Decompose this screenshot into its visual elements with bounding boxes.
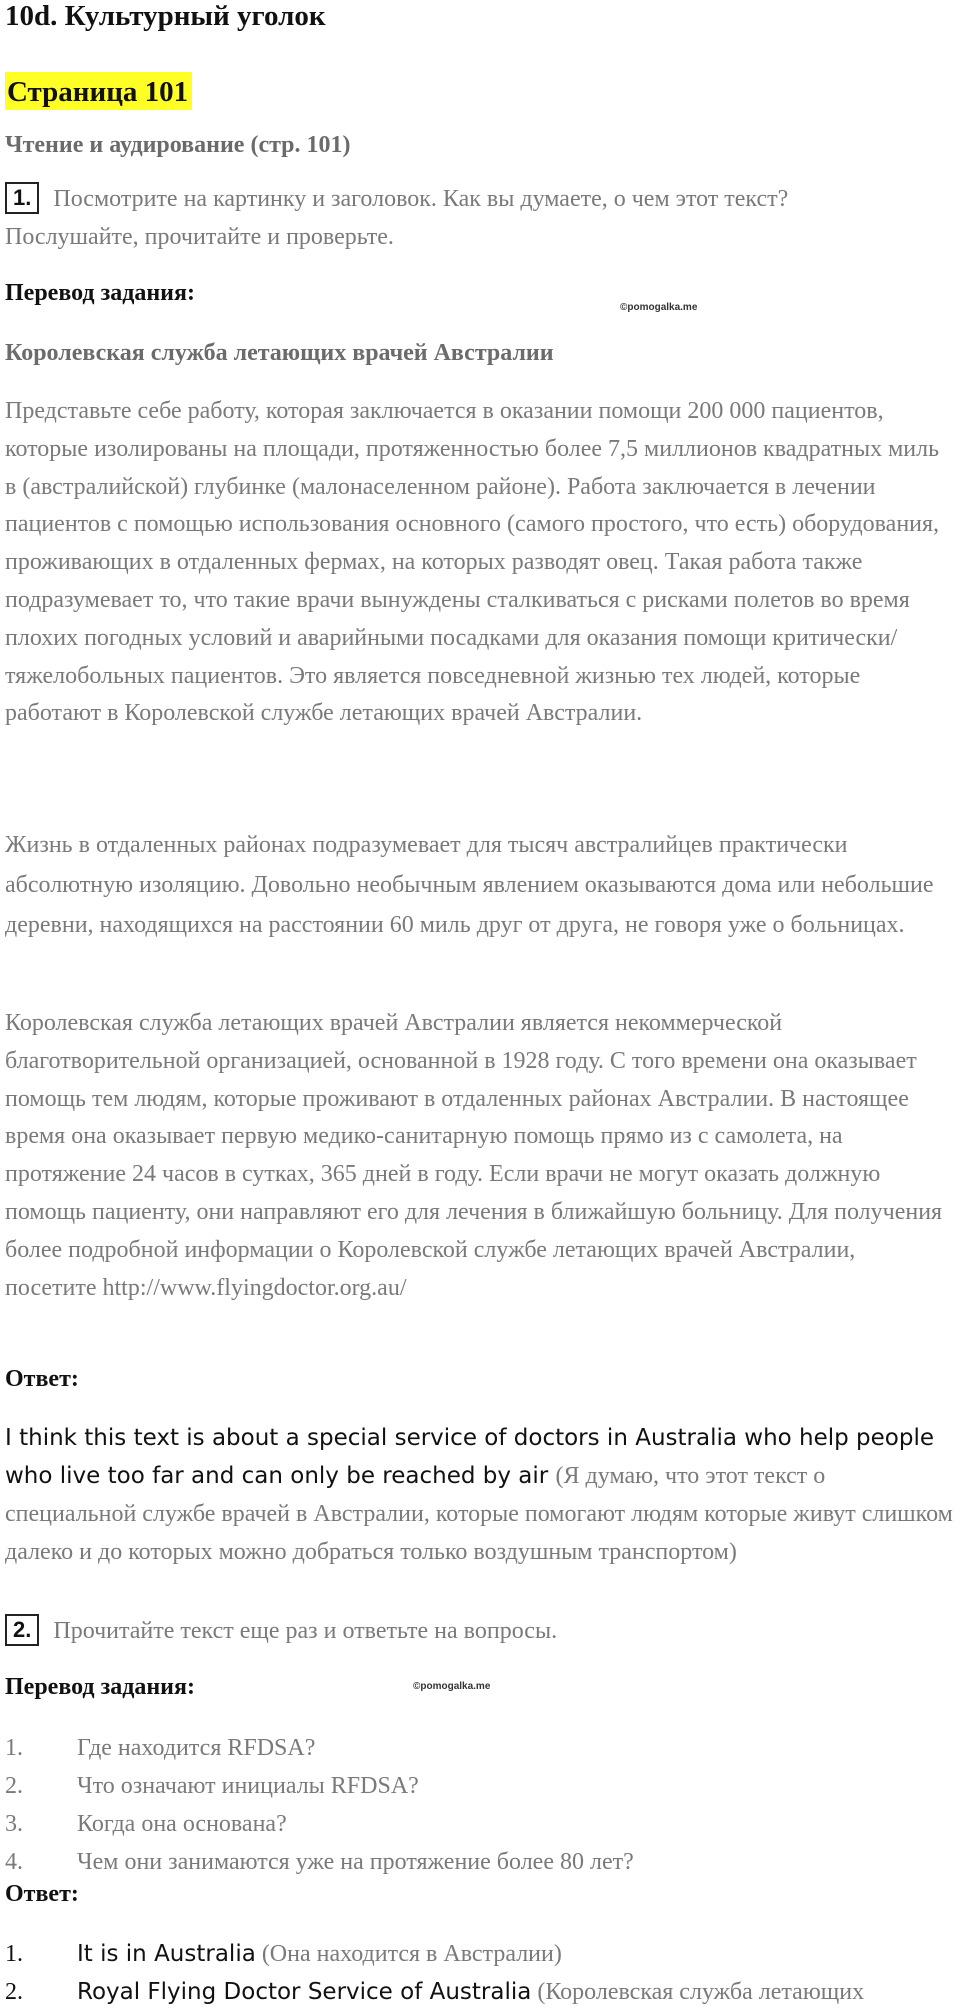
- article-paragraph-3-text: Королевская служба летающих врачей Австралии является некоммерческой благотворительной организацией, основанной в 1928 году. С того времени она оказывает помощь тем людям, которые проживают в отдаленных районах Австралии. В настоящее время она оказывает первую медико-санитарную помощь прямо из с самолета, на протяжение 24 часов в сутках, 365 дней в году. Если врачи не могут оказать должную помощь пациенту, они направляют его для лечения в ближайшую больницу. Для получения более подробной информации о Королевской службе летающих врачей Австралии, посетите: [5, 1010, 943, 1301]
- list-item: 1. Где находится RFDSA?: [5, 1735, 316, 1761]
- question-list: [5, 1729, 950, 1881]
- list-item: 1. It is in Australia (Она находится в Австралии): [5, 1941, 562, 1967]
- answer-1: [5, 1419, 955, 1571]
- translation-label-1: Перевод задания:: [5, 280, 195, 306]
- watermark-2: ©pomogalka.me: [413, 1681, 491, 1692]
- task-1-text-line2: Послушайте, прочитайте и проверьте.: [5, 224, 394, 250]
- list-item: 2. Royal Flying Doctor Service of Australia (Королевская служба летающих: [5, 1979, 865, 2005]
- section-heading: Чтение и аудирование (стр. 101): [5, 132, 351, 158]
- list-item: 4. Чем они занимаются уже на протяжение более 80 лет?: [5, 1849, 634, 1875]
- article-paragraph-3: [5, 1005, 950, 1307]
- answer-1-english: I think this text is about a special service of doctors in Australia who help people who live too far and can only be reached by air: [5, 1425, 935, 1489]
- answer-label-1: Ответ:: [5, 1366, 79, 1392]
- article-paragraph-1: Представьте себе работу, которая заключается в оказании помощи 200 000 пациентов, которые изолированы на площади, протяженностью более 7,5 миллионов квадратных миль в (австралийской) глубинке (малонаселенном районе). Работа заключается в лечении пациентов с помощью использования основного (самого простого, что есть) оборудования, проживающих в отдаленных фермах, на которых разводят овец. Такая работа также подразумевает то, что такие врачи вынуждены сталкиваться с рисками полетов во время плохих погодных условий и аварийными посадками для оказания помощи критически/тяжелобольных пациентов. Это является повседневной жизнью тех людей, которые работают в Королевской службе летающих врачей Австралии.: [5, 398, 940, 727]
- task-1-text-line1: Посмотрите на картинку и заголовок. Как вы думаете, о чем этот текст?: [53, 186, 789, 212]
- article-title: Королевская служба летающих врачей Австралии: [5, 340, 554, 366]
- task-2-number-box: 2.: [5, 1614, 39, 1646]
- task-1-instruction: [5, 180, 950, 256]
- flyingdoctor-link[interactable]: http://www.flyingdoctor.org.au/: [102, 1274, 407, 1301]
- article-paragraph-2: Жизнь в отдаленных районах подразумевает для тысяч австралийцев практически абсолютную изоляцию. Довольно необычным явлением оказываются дома или небольшие деревни, находящихся на расстоянии 60 миль друг от друга, не говоря уже о больницах.: [5, 832, 934, 938]
- answer-1-translation: (Я думаю, что этот текст о специальной службе врачей в Австралии, которые помогают людям которые живут слишком далеко и до которых можно добраться только воздушным транспортом): [5, 1463, 953, 1565]
- answer-label-2: Ответ:: [5, 1881, 79, 1907]
- page-title: 10d. Культурный уголок: [5, 0, 326, 32]
- list-item: 2. Что означают инициалы RFDSA?: [5, 1773, 419, 1799]
- answer-list: [5, 1935, 955, 2011]
- task-2-instruction: [5, 1612, 950, 1650]
- watermark-1: ©pomogalka.me: [620, 302, 698, 313]
- task-2-text: Прочитайте текст еще раз и ответьте на вопросы.: [53, 1618, 558, 1644]
- translation-label-2: Перевод задания:: [5, 1674, 195, 1700]
- list-item: 3. Когда она основана?: [5, 1811, 287, 1837]
- task-1-number-box: 1.: [5, 182, 39, 214]
- page-number-highlight: Страница 101: [5, 72, 192, 110]
